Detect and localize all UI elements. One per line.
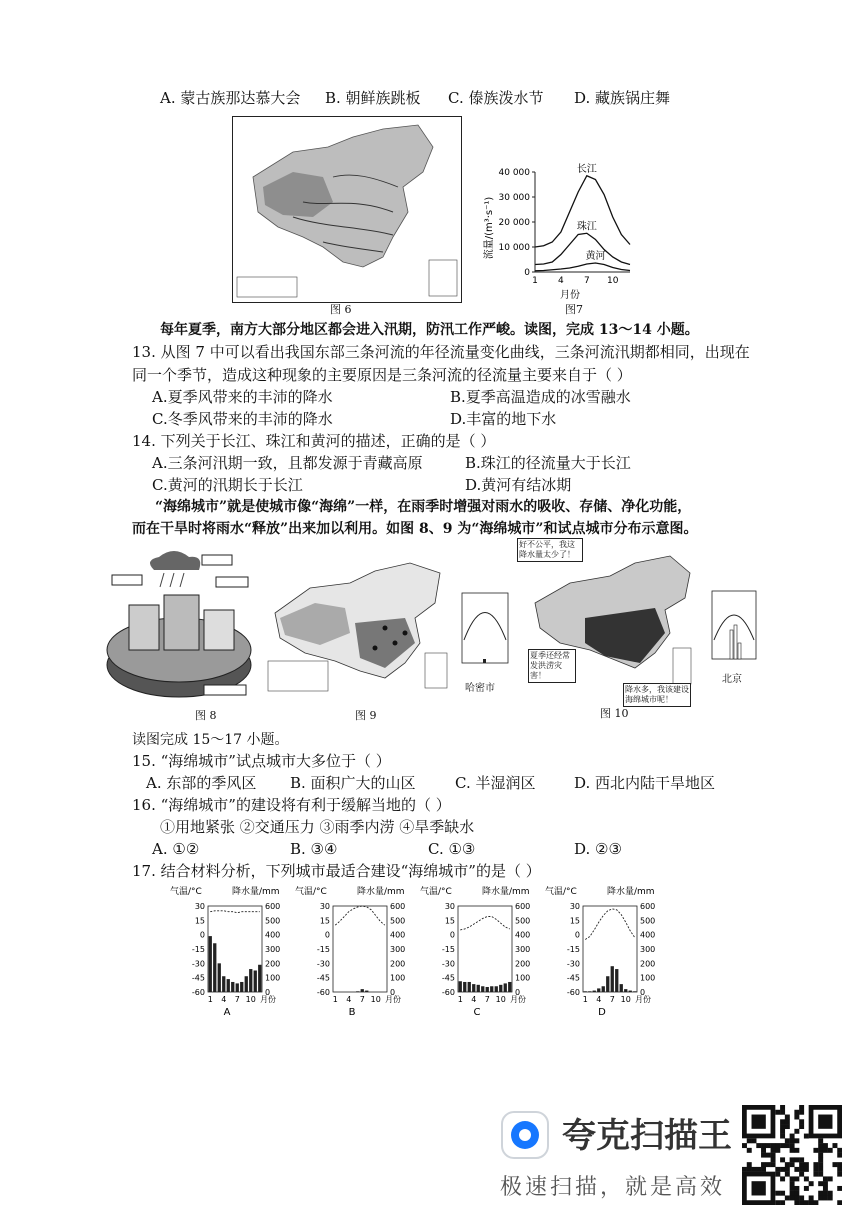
- climate-temp-tick: -60: [316, 988, 330, 997]
- figure10-bubble-top-text: 好不公平，我这降水量太少了！: [519, 540, 575, 559]
- q12-option-b: B. 朝鲜族跳板: [325, 89, 421, 107]
- figure10-bubble-bottom: [623, 683, 691, 707]
- climate-temp-tick: 30: [569, 902, 580, 911]
- climate-temp-tick: -15: [191, 945, 205, 954]
- q13-option-b: B.夏季高温造成的冰雪融水: [450, 388, 631, 406]
- climate-precip-tick: 100: [265, 973, 281, 983]
- climate-xtick: 10: [495, 995, 506, 1004]
- climate-precip-tick: 200: [515, 959, 531, 969]
- qr-code-icon: [742, 1105, 842, 1205]
- climate-precip-tick: 0: [515, 988, 521, 997]
- q15-option-d: D. 西北内陆干旱地区: [574, 774, 716, 792]
- climate-temp-tick: 0: [199, 930, 205, 940]
- climate-xtick: 10: [370, 995, 381, 1004]
- figure10-inset-climate: [700, 585, 768, 675]
- figure7-xtick-label: 4: [558, 276, 564, 286]
- climate-precip-bar: [249, 969, 252, 992]
- climate-temp-tick: -45: [316, 973, 330, 983]
- climate-xtick: 4: [346, 995, 352, 1004]
- q14-option-c: C.黄河的汛期长于长江: [152, 476, 303, 494]
- climate-temp-label: 气温/°C: [420, 887, 452, 897]
- figure10-bubble-bottom-text: 降水多，我该建设海绵城市呢！: [625, 685, 689, 704]
- climate-precip-tick: 300: [265, 945, 281, 954]
- climate-temp-tick: -45: [566, 973, 580, 983]
- climate-temp-tick: -60: [441, 988, 455, 997]
- q13-option-a: A.夏季风带来的丰沛的降水: [152, 388, 333, 406]
- q13-option-d: D.丰富的地下水: [450, 410, 557, 428]
- climate-chart-name: B: [348, 1007, 356, 1018]
- climate-precip-tick: 400: [265, 930, 281, 940]
- climate-precip-bar: [218, 963, 221, 992]
- climate-precip-tick: 500: [390, 916, 406, 926]
- figure7-series-珠江: [535, 233, 630, 264]
- climate-temp-tick: -60: [191, 988, 205, 997]
- figure10-bubble-top: [517, 538, 583, 562]
- climate-temp-tick: -45: [191, 973, 205, 983]
- figure10-caption: 图 10: [600, 707, 629, 720]
- climate-temp-tick: 30: [444, 902, 455, 911]
- climate-precip-bar: [490, 986, 493, 992]
- figure9-caption: 图 9: [355, 709, 377, 722]
- climate-precip-bar: [615, 969, 618, 992]
- q16-option-c: C. ①③: [428, 840, 476, 858]
- climate-precip-bar: [240, 982, 243, 992]
- climate-precip-bar: [499, 985, 502, 992]
- figure10-bubble-left-text: 夏季还经常发洪涝灾害！: [530, 651, 570, 680]
- figure7-series-黄河: [535, 263, 630, 271]
- climate-precip-tick: 600: [265, 902, 281, 911]
- climate-precip-tick: 100: [390, 973, 406, 983]
- figure7-ytick-label: 10 000: [498, 243, 530, 253]
- climate-frame: [583, 906, 637, 992]
- climate-chart-D: [545, 885, 655, 1018]
- climate-temp-tick: -30: [566, 959, 580, 969]
- figure7-xtick-label: 10: [607, 276, 619, 286]
- climate-temp-tick: 30: [194, 902, 205, 911]
- intro-15-17-line2: 而在干旱时将雨水“释放”出来加以利用。如图 8、9 为“海绵城市”和试点城市分布示意图。: [132, 521, 698, 537]
- climate-chart-A: [170, 885, 280, 1018]
- climate-precip-bar: [620, 984, 623, 992]
- climate-temp-tick: -15: [566, 945, 580, 954]
- climate-precip-tick: 100: [640, 973, 656, 983]
- figure6-caption: 图 6: [330, 303, 352, 316]
- climate-precip-bar: [472, 984, 475, 992]
- q16-option-d: D. ②③: [574, 840, 622, 858]
- climate-precip-bar: [495, 986, 498, 992]
- climate-temp-label: 气温/°C: [170, 887, 202, 897]
- climate-precip-bar: [236, 983, 239, 992]
- q15-option-a: A. 东部的季风区: [146, 774, 257, 792]
- climate-precip-bar: [477, 985, 480, 992]
- figure7-series-label: 珠江: [576, 221, 597, 233]
- figure7-series-label: 黄河: [585, 251, 606, 262]
- climate-precip-tick: 200: [390, 959, 406, 969]
- climate-precip-bar: [504, 983, 507, 992]
- figure7-caption: 图7: [565, 303, 583, 316]
- figure8-caption: 图 8: [195, 709, 217, 722]
- read-instruction: 读图完成 15～17 小题。: [132, 732, 289, 748]
- climate-month-label: 月份: [635, 995, 651, 1004]
- footer-slogan: 极速扫描，就是高效: [500, 1175, 726, 1200]
- q16-option-a: A. ①②: [152, 840, 200, 858]
- climate-precip-bar: [258, 965, 261, 992]
- climate-precip-bar: [593, 991, 596, 992]
- q14-option-b: B.珠江的径流量大于长江: [465, 454, 631, 472]
- intro-13-14: 每年夏季，南方大部分地区都会进入汛期，防汛工作严峻。读图，完成 13～14 小题。: [160, 322, 699, 338]
- q14-option-d: D.黄河有结冰期: [465, 476, 572, 494]
- figure10-inset-caption: 北京: [722, 674, 742, 685]
- climate-month-label: 月份: [260, 995, 276, 1004]
- figure7-ytick-label: 0: [524, 268, 530, 278]
- climate-precip-tick: 100: [515, 973, 531, 983]
- figure10-bubble-left: [528, 649, 576, 683]
- q14-option-a: A.三条河汛期一致，且都发源于青藏高原: [152, 454, 423, 472]
- climate-precip-label: 降水量/mm: [482, 887, 530, 897]
- climate-temp-tick: -30: [316, 959, 330, 969]
- q15-option-c: C. 半湿润区: [455, 774, 536, 792]
- figure7-xlabel: 月份: [560, 290, 580, 300]
- climate-temp-tick: 15: [194, 916, 205, 926]
- climate-xtick: 1: [582, 995, 588, 1004]
- climate-xtick: 7: [609, 995, 615, 1004]
- climate-xtick: 7: [484, 995, 490, 1004]
- climate-temp-tick: 0: [449, 930, 455, 940]
- climate-precip-bar: [602, 986, 605, 992]
- climate-precip-bar: [597, 988, 600, 992]
- climate-precip-bar: [633, 991, 636, 992]
- climate-xtick: 4: [221, 995, 227, 1004]
- climate-precip-bar: [213, 943, 216, 992]
- climate-xtick: 1: [332, 995, 338, 1004]
- figure7-ytick-label: 40 000: [498, 168, 530, 178]
- figure7-series-label: 长江: [576, 163, 597, 175]
- climate-temp-tick: -15: [316, 945, 330, 954]
- climate-month-label: 月份: [385, 995, 401, 1004]
- climate-chart-name: D: [598, 1007, 606, 1018]
- climate-xtick: 4: [596, 995, 602, 1004]
- figure6-map: [232, 116, 462, 303]
- figure7-ytick-label: 20 000: [498, 218, 530, 228]
- climate-xtick: 7: [359, 995, 365, 1004]
- climate-precip-tick: 0: [265, 988, 271, 997]
- climate-precip-bar: [468, 982, 471, 992]
- climate-temp-tick: -30: [441, 959, 455, 969]
- climate-precip-bar: [254, 971, 257, 993]
- figure9-map: [265, 553, 450, 693]
- climate-precip-tick: 300: [640, 945, 656, 954]
- climate-precip-bar: [624, 989, 627, 992]
- climate-precip-tick: 400: [515, 930, 531, 940]
- q15-stem: 15. “海绵城市”试点城市大多位于（ ）: [132, 752, 391, 770]
- climate-precip-tick: 200: [640, 959, 656, 969]
- climate-precip-bar: [222, 976, 225, 992]
- climate-chart-C: [420, 885, 530, 1018]
- climate-precip-bar: [629, 991, 632, 992]
- climate-precip-tick: 600: [640, 902, 656, 911]
- q16-items: ①用地紧张 ②交通压力 ③雨季内涝 ④旱季缺水: [160, 818, 475, 836]
- climate-xtick: 10: [245, 995, 256, 1004]
- climate-precip-tick: 200: [265, 959, 281, 969]
- q14-stem: 14. 下列关于长江、珠江和黄河的描述，正确的是（ ）: [132, 432, 496, 450]
- climate-precip-bar: [486, 987, 489, 992]
- figure7-ylabel: 流量/(m³·s⁻¹): [484, 196, 495, 260]
- climate-precip-bar: [231, 982, 234, 992]
- climate-xtick: 1: [457, 995, 463, 1004]
- climate-temp-tick: 0: [574, 930, 580, 940]
- climate-frame: [333, 906, 387, 992]
- climate-precip-bar: [606, 976, 609, 992]
- climate-precip-tick: 0: [640, 988, 646, 997]
- q16-option-b: B. ③④: [290, 840, 338, 858]
- q13-option-c: C.冬季风带来的丰沛的降水: [152, 410, 333, 428]
- q12-option-c: C. 傣族泼水节: [448, 89, 544, 107]
- climate-precip-bar: [611, 966, 614, 992]
- figure7-series-长江: [535, 176, 630, 247]
- footer-brand: 夸克扫描王: [562, 1116, 732, 1156]
- climate-temp-tick: 0: [324, 930, 330, 940]
- figure7-ytick-label: 30 000: [498, 193, 530, 203]
- q17-stem: 17. 结合材料分析，下列城市最适合建设“海绵城市”的是（ ）: [132, 862, 541, 880]
- climate-temp-tick: 30: [319, 902, 330, 911]
- climate-precip-bar: [481, 986, 484, 992]
- climate-precip-bar: [508, 982, 511, 992]
- q12-option-a: A. 蒙古族那达慕大会: [160, 89, 301, 107]
- climate-precip-bar: [584, 991, 587, 992]
- climate-temp-label: 气温/°C: [545, 887, 577, 897]
- scanner-logo-icon: [500, 1110, 550, 1160]
- china-river-map: [233, 117, 461, 302]
- figure8-illustration: [104, 545, 254, 705]
- climate-precip-tick: 300: [390, 945, 406, 954]
- figure7-xtick-label: 1: [532, 276, 538, 286]
- climate-temp-tick: -45: [441, 973, 455, 983]
- figure7-chart: [480, 150, 645, 300]
- climate-precip-label: 降水量/mm: [607, 887, 655, 897]
- climate-precip-bar: [463, 982, 466, 992]
- climate-temp-tick: 15: [444, 916, 455, 926]
- figure7-xtick-label: 7: [583, 276, 590, 286]
- climate-xtick: 7: [234, 995, 240, 1004]
- intro-15-17-line1: “海绵城市”就是使城市像“海绵”一样，在雨季时增强对雨水的吸收、存储、净化功能，: [155, 499, 692, 515]
- q16-stem: 16. “海绵城市”的建设将有利于缓解当地的（ ）: [132, 796, 451, 814]
- figure9-inset-caption: 哈密市: [465, 683, 495, 694]
- climate-xtick: 1: [207, 995, 213, 1004]
- climate-temp-label: 气温/°C: [295, 887, 327, 897]
- climate-month-label: 月份: [510, 995, 526, 1004]
- climate-temp-tick: 15: [319, 916, 330, 926]
- climate-temp-tick: -60: [566, 988, 580, 997]
- q13-stem-line2: 同一个季节，造成这种现象的主要原因是三条河流的径流量主要来自于（ ）: [132, 366, 632, 384]
- climate-chart-B: [295, 885, 405, 1018]
- climate-precip-label: 降水量/mm: [232, 887, 280, 897]
- climate-precip-label: 降水量/mm: [357, 887, 405, 897]
- climate-precip-tick: 500: [265, 916, 281, 926]
- climate-chart-name: C: [473, 1007, 481, 1018]
- climate-precip-tick: 400: [390, 930, 406, 940]
- figure9-inset-climate: [450, 585, 522, 680]
- q13-stem-line1: 13. 从图 7 中可以看出我国东部三条河流的年径流量变化曲线，三条河流汛期都相同，出现在: [132, 343, 750, 361]
- climate-precip-bar: [459, 981, 462, 992]
- q17-climate-charts: [170, 882, 670, 1022]
- q12-option-d: D. 藏族锅庄舞: [574, 89, 671, 107]
- climate-xtick: 4: [471, 995, 477, 1004]
- q15-option-b: B. 面积广大的山区: [290, 774, 416, 792]
- climate-precip-bar: [356, 991, 359, 992]
- climate-precip-bar: [365, 991, 368, 992]
- climate-temp-tick: 15: [569, 916, 580, 926]
- climate-precip-bar: [361, 989, 364, 992]
- climate-frame: [458, 906, 512, 992]
- climate-precip-tick: 300: [515, 945, 531, 954]
- climate-precip-tick: 600: [515, 902, 531, 911]
- climate-precip-tick: 400: [640, 930, 656, 940]
- climate-precip-bar: [245, 976, 248, 992]
- climate-precip-tick: 0: [390, 988, 396, 997]
- climate-xtick: 10: [620, 995, 631, 1004]
- climate-temp-tick: -15: [441, 945, 455, 954]
- climate-precip-bar: [209, 936, 212, 992]
- climate-precip-bar: [227, 979, 230, 992]
- climate-precip-tick: 600: [390, 902, 406, 911]
- climate-temp-tick: -30: [191, 959, 205, 969]
- climate-precip-bar: [588, 991, 591, 992]
- climate-chart-name: A: [223, 1007, 231, 1018]
- climate-precip-tick: 500: [515, 916, 531, 926]
- climate-precip-tick: 500: [640, 916, 656, 926]
